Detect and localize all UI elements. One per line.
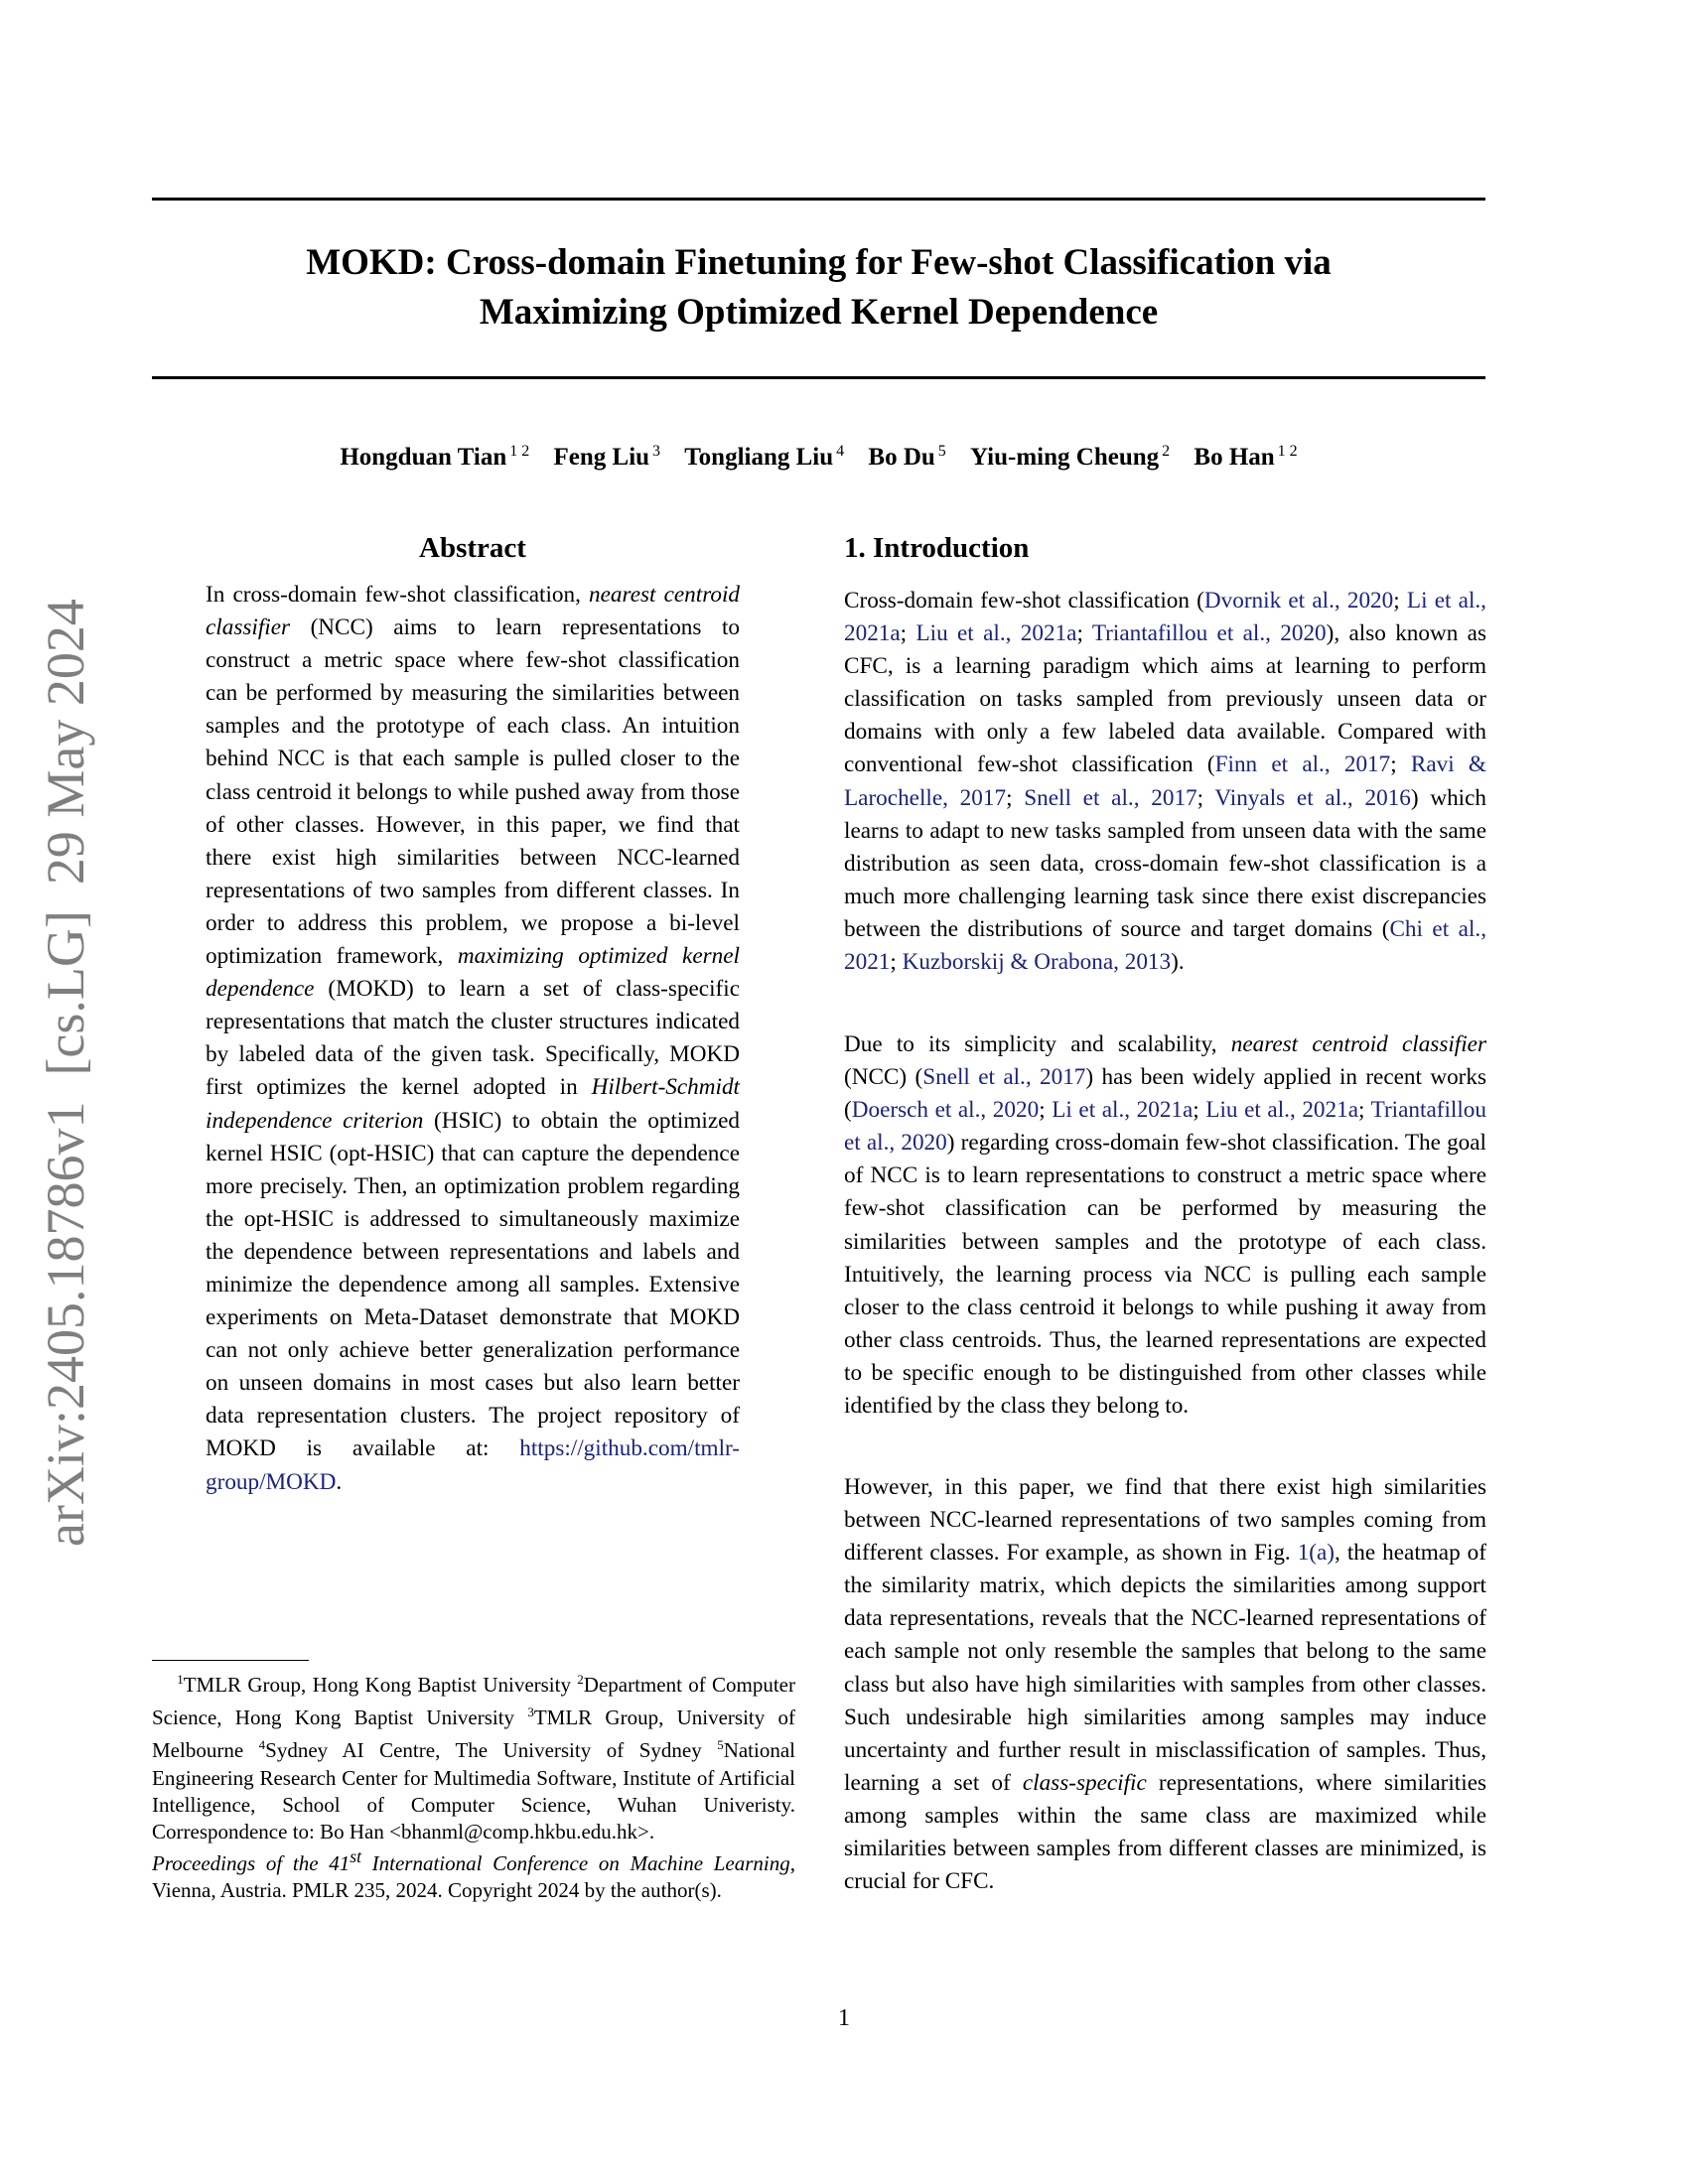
arxiv-date: 29 May 2024 — [36, 599, 95, 886]
citation-link[interactable]: Triantafillou et al., 2020 — [844, 1097, 1486, 1157]
introduction-heading: 1. Introduction — [844, 532, 1030, 564]
citation-link[interactable]: Dvornik et al., 2020 — [1203, 588, 1394, 614]
citation-link[interactable]: Chi et al., 2021 — [844, 915, 1486, 976]
intro-paragraph-1: Cross-domain few-shot classification (Dvornik et al., 2020; Li et al., 2021a; Liu et al., 2021a; Triantafillou et al., 2020), also known as CFC, is a learning paradigm which aims at learning to perform classification on tasks sampled from previously unseen data or domains with only a few labeled data available. Compared with conventional few-shot classification (Finn et al., 2017; Ravi & Larochelle, 2017; Snell et al., 2017; Vinyals et al., 2016) which learns to adapt to new tasks sampled from unseen data with the same distribution as seen data, cross-domain few-shot classification is a much more challenging learning task since there exist discrepancies between the distributions of source and target domains (Chi et al., 2021; Kuzborskij & Orabona, 2013). — [844, 588, 1487, 976]
author: Yiu-ming Cheung $^2$ — [970, 443, 1171, 472]
intro-paragraph-2: Due to its simplicity and scalability, nearest centroid classifier (NCC) (Snell et al., 2017) has been widely applied in recent works (Doersch et al., 2020; Li et al., 2021a; Liu et al., 2021a; Triantafillou et al., 2020) regarding cross-domain few-shot classification. The goal of NCC is to learn representations to construct a metric space where few-shot classification can be performed by measuring the similarities between samples and the prototype of each class. Intuitively, the learning process via NCC is pulling each sample closer to the class centroid it belongs to while pushing it away from other class centroids. Thus, the learned representations are expected to be specific enough to be distinguished from other classes while identified by the class they belong to. — [844, 1031, 1487, 1420]
citation-link[interactable]: Kuzborskij & Orabona, 2013 — [902, 949, 1172, 976]
arxiv-category: [cs.LG] — [36, 910, 95, 1076]
author: Hongduan Tian $^{1 2}$ — [340, 443, 530, 472]
citation-link[interactable]: Snell et al., 2017 — [1024, 784, 1197, 811]
author: Feng Liu $^3$ — [553, 443, 661, 472]
citation-link[interactable]: Li et al., 2021a — [844, 588, 1486, 647]
citation-link[interactable]: Ravi & Larochelle, 2017 — [844, 751, 1486, 811]
citation-link[interactable]: Vinyals et al., 2016 — [1214, 784, 1411, 811]
arxiv-id: arXiv:2405.18786v1 — [36, 1101, 95, 1547]
footnote-rule — [152, 1660, 309, 1661]
figure-reference-link[interactable]: 1(a) — [1297, 1540, 1336, 1567]
abstract-heading: Abstract — [419, 532, 526, 564]
citation-link[interactable]: Snell et al., 2017 — [922, 1064, 1086, 1091]
author: Bo Han $^{1 2}$ — [1194, 443, 1298, 472]
paper-title — [152, 238, 1485, 338]
title-line-2: Maximizing Optimized Kernel Dependence — [479, 292, 1159, 333]
abstract-body: In cross-domain few-shot classification, nearest centroid classifier (NCC) aims to learn representations to construct a metric space where few-shot classification can be performed by measuring the similarities between samples and the prototype of each class. An intuition behind NCC is that each sample is pulled closer to the class centroid it belongs to while pushed away from those of other classes. However, in this paper, we find that there exist high similarities between NCC-learned representations of two samples from different classes. In order to address this problem, we propose a bi-level optimization framework, maximizing optimized kernel dependence (MOKD) to learn a set of class-specific representations that match the cluster structures indicated by labeled data of the given task. Specifically, MOKD first optimizes the kernel adopted in Hilbert-Schmidt independence criterion (HSIC) to obtain the optimized kernel HSIC (opt-HSIC) that can capture the dependence more precisely. Then, an optimization problem regarding the opt-HSIC is addressed to simultaneously maximize the dependence between representations and labels and minimize the dependence among all samples. Extensive experiments on Meta-Dataset demonstrate that MOKD can not only achieve better generalization performance on unseen domains in most cases but also learn better data representation clusters. The project repository of MOKD is available at: https://github.com/tmlr-group/MOKD. — [206, 582, 741, 1495]
title-top-rule — [152, 198, 1485, 201]
citation-link[interactable]: Li et al., 2021a — [1052, 1097, 1194, 1124]
affiliation-footnotes: $^1$TMLR Group, Hong Kong Baptist University $^2$Department of Computer Science, Hong Kong Baptist University $^3$TMLR Group, University of Melbourne $^4$Sydney AI Centre, The University of Sydney $^5$National Engineering Research Center for Multimedia Software, Institute of Artificial Intelligence, School of Computer Science, Wuhan Univeristy. Correspondence to: Bo Han <bhanml@comp.hkbu.edu.hk>. — [152, 1672, 795, 1844]
repository-link[interactable]: https://github.com/tmlr-group/MOKD — [206, 1435, 740, 1495]
citation-link[interactable]: Liu et al., 2021a — [915, 620, 1077, 647]
arxiv-stamp — [36, 573, 95, 1547]
citation-link[interactable]: Liu et al., 2021a — [1205, 1097, 1358, 1124]
author-list — [152, 435, 1485, 475]
proceedings-note: Proceedings of the 41st International Conference on Machine Learning, Vienna, Austria. PMLR 235, 2024. Copyright 2024 by the author(s). — [152, 1846, 795, 1903]
author: Bo Du $^5$ — [868, 443, 946, 472]
citation-link[interactable]: Doersch et al., 2020 — [851, 1097, 1040, 1124]
title-line-1: MOKD: Cross-domain Finetuning for Few-shot Classification via — [306, 242, 1332, 283]
intro-paragraph-3: However, in this paper, we find that there exist high similarities between NCC-learned representations of two samples coming from different classes. For example, as shown in Fig. 1(a), the heatmap of the similarity matrix, which depicts the similarities among support data representations, reveals that the NCC-learned representations of each sample not only resemble the samples that belong to the same class but also have high similarities with samples from other classes. Such undesirable high similarities among samples may induce uncertainty and further result in misclassification of samples. Thus, learning a set of class-specific representations, where similarities among samples within the same class are maximized while similarities between samples from different classes are minimized, is crucial for CFC. — [844, 1474, 1487, 1895]
citation-link[interactable]: Triantafillou et al., 2020 — [1091, 620, 1327, 647]
author: Tongliang Liu $^4$ — [684, 443, 845, 472]
title-bottom-rule — [152, 376, 1485, 379]
page-number: 1 — [838, 2005, 850, 2031]
citation-link[interactable]: Finn et al., 2017 — [1214, 751, 1391, 778]
